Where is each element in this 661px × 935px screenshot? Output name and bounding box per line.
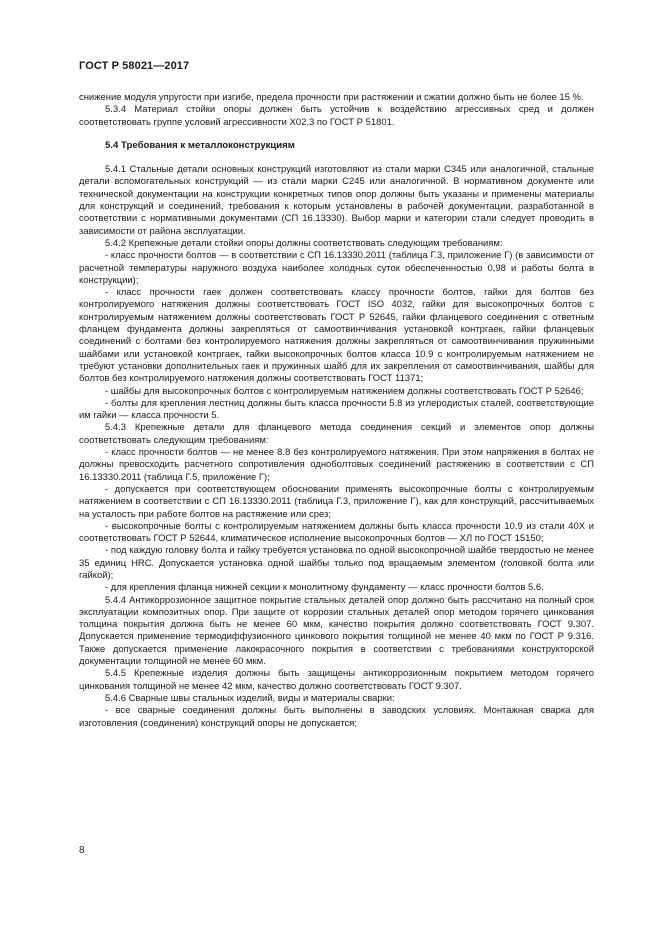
- list-item: - класс прочности гаек должен соответствовать классу прочности болтов, гайки для болтов без контролируемого натяжения должны соответствовать ГОСТ ISO 4032, гайки для высокопрочных болтов с контролируемым натяжением должны соответствовать ГОСТ Р 52645, гайки фланцевого соединения с ответным фланцем фундамента должны закрепляться от самоотвинчивания установкой контргаек, гайки фланцевых соединений с болтами без контролируемого натяжения должны закрепляться от самоотвинчивания пружинными шайбами или установкой контргаек, гайки высокопрочных болтов класса 10.9 с контролируемым натяжением не требуют установки дополнительных гаек и пружинных шайб для их закрепления от самоотвинчивания, шайбы для болтов без контролируемого натяжения должны соответствовать ГОСТ 11371;: [79, 287, 594, 385]
- paragraph-5-3-4: 5.3.4 Материал стойки опоры должен быть устойчив к воздействию агрессивных сред и должен соответствовать группе условий агрессивности Х02.3 по ГОСТ Р 51801.: [79, 104, 594, 128]
- list-item: - все сварные соединения должны быть выполнены в заводских условиях. Монтажная сварка для изготовления (соединения) конструкций опоры не допускается;: [79, 705, 594, 729]
- paragraph-5-4-3: 5.4.3 Крепежные детали для фланцевого метода соединения секций и элементов опор должны соответствовать следующим требованиям:: [79, 422, 594, 446]
- paragraph-5-4-6: 5.4.6 Сварные швы стальных изделий, виды и материалы сварки:: [105, 692, 395, 704]
- paragraph-5-4-4: 5.4.4 Антикоррозионное защитное покрытие стальных деталей опор должно быть рассчитано на полный срок эксплуатации композитных опор. При защите от коррозии стальных деталей опор методом горячего цинкования толщина покрытия должна быть не менее 60 мкм, качество покрытия должно соответствовать ГОСТ 9.307. Допускается применение термодиффузионного цинкового покрытия толщиной не менее 40 мкм по ГОСТ Р 9.316. Также допускается применение лакокрасочного покрытия в соответствии с требованиями конструкторской документации толщиной не менее 60 мкм.: [79, 594, 594, 668]
- list-item: - для крепления фланца нижней секции к монолитному фундаменту — класс прочности болтов 5.6.: [105, 582, 544, 594]
- list-item: - допускается при соответствующем обосновании применять высокопрочные болты с контролируемым натяжением в соответствии с СП 16.13330.2011 (таблица Г.3, приложение Г), как для конструкций, рассчитываемых на усталость при работе болтов на растяжение или срез;: [79, 483, 594, 520]
- paragraph-5-4-5: 5.4.5 Крепежные изделия должны быть защищены антикоррозионным покрытием методом горячего цинкования толщиной не менее 42 мкм, качество должно соответствовать ГОСТ 9.307.: [79, 668, 594, 692]
- list-item: - класс прочности болтов — не менее 8.8 без контролируемого натяжения. При этом напряжения в болтах не должны превосходить расчетного сопротивления одноболтовых соединений растяжению в соответствии с СП 16.13330.2011 (таблица Г.5, приложение Г);: [79, 447, 594, 483]
- list-item: - под каждую головку болта и гайку требуется установка по одной высокопрочной шайбе твердостью не менее 35 единиц HRC. Допускается установка одной шайбы только под вращаемым элементом (головкой болта или гайкой);: [79, 545, 594, 581]
- paragraph: снижение модуля упругости при изгибе, предела прочности при растяжении и сжатии должно быть не более 15 %.: [79, 92, 584, 103]
- list-item: - шайбы для высокопрочных болтов с контролируемым натяжением должны соответствовать ГОСТ Р 52646;: [105, 385, 584, 397]
- paragraph-5-4-1: 5.4.1 Стальные детали основных конструкций изготовляют из стали марки С345 или аналогичной, стальные детали вспомогательных конструкций — из стали марки С245 или аналогичной. В нормативном документе или технической документации на конструкции конкретных типов опор должны быть указаны и применены материалы для конструкций и соединений, требования к которым установлены в рабочей документации, разработанной в соответствии с нормативными документами (СП 16.13330). Выбор марки и категории стали следует проводить в зависимости от района эксплуатации.: [79, 164, 594, 237]
- section-heading-5-4: 5.4 Требования к металлоконструкциям: [105, 140, 295, 152]
- list-item: - класс прочности болтов — в соответствии с СП 16.13330.2011 (таблица Г.3, приложение Г) (в зависимости от расчетной температуры наружного воздуха наиболее холодных суток обеспеченностью 0,98 и работы болта в конструкции);: [79, 250, 594, 286]
- paragraph-5-4-2: 5.4.2 Крепежные детали стойки опоры должны соответствовать следующим требованиям:: [105, 237, 503, 249]
- list-item: - болты для крепления лестниц должны быть класса прочности 5.8 из углеродистых сталей, соответствующие им гайки — класса прочности 5.: [79, 397, 594, 422]
- page-number: 8: [79, 845, 85, 856]
- document-header: ГОСТ Р 58021—2017: [79, 60, 190, 72]
- document-body: [79, 92, 594, 730]
- list-item: - высокопрочные болты с контролируемым натяжением должны быть класса прочности 10.9 из стали 40Х и соответствовать ГОСТ Р 52644, климатическое исполнение высокопрочных болтов — ХЛ по ГОСТ 15150;: [79, 520, 594, 545]
